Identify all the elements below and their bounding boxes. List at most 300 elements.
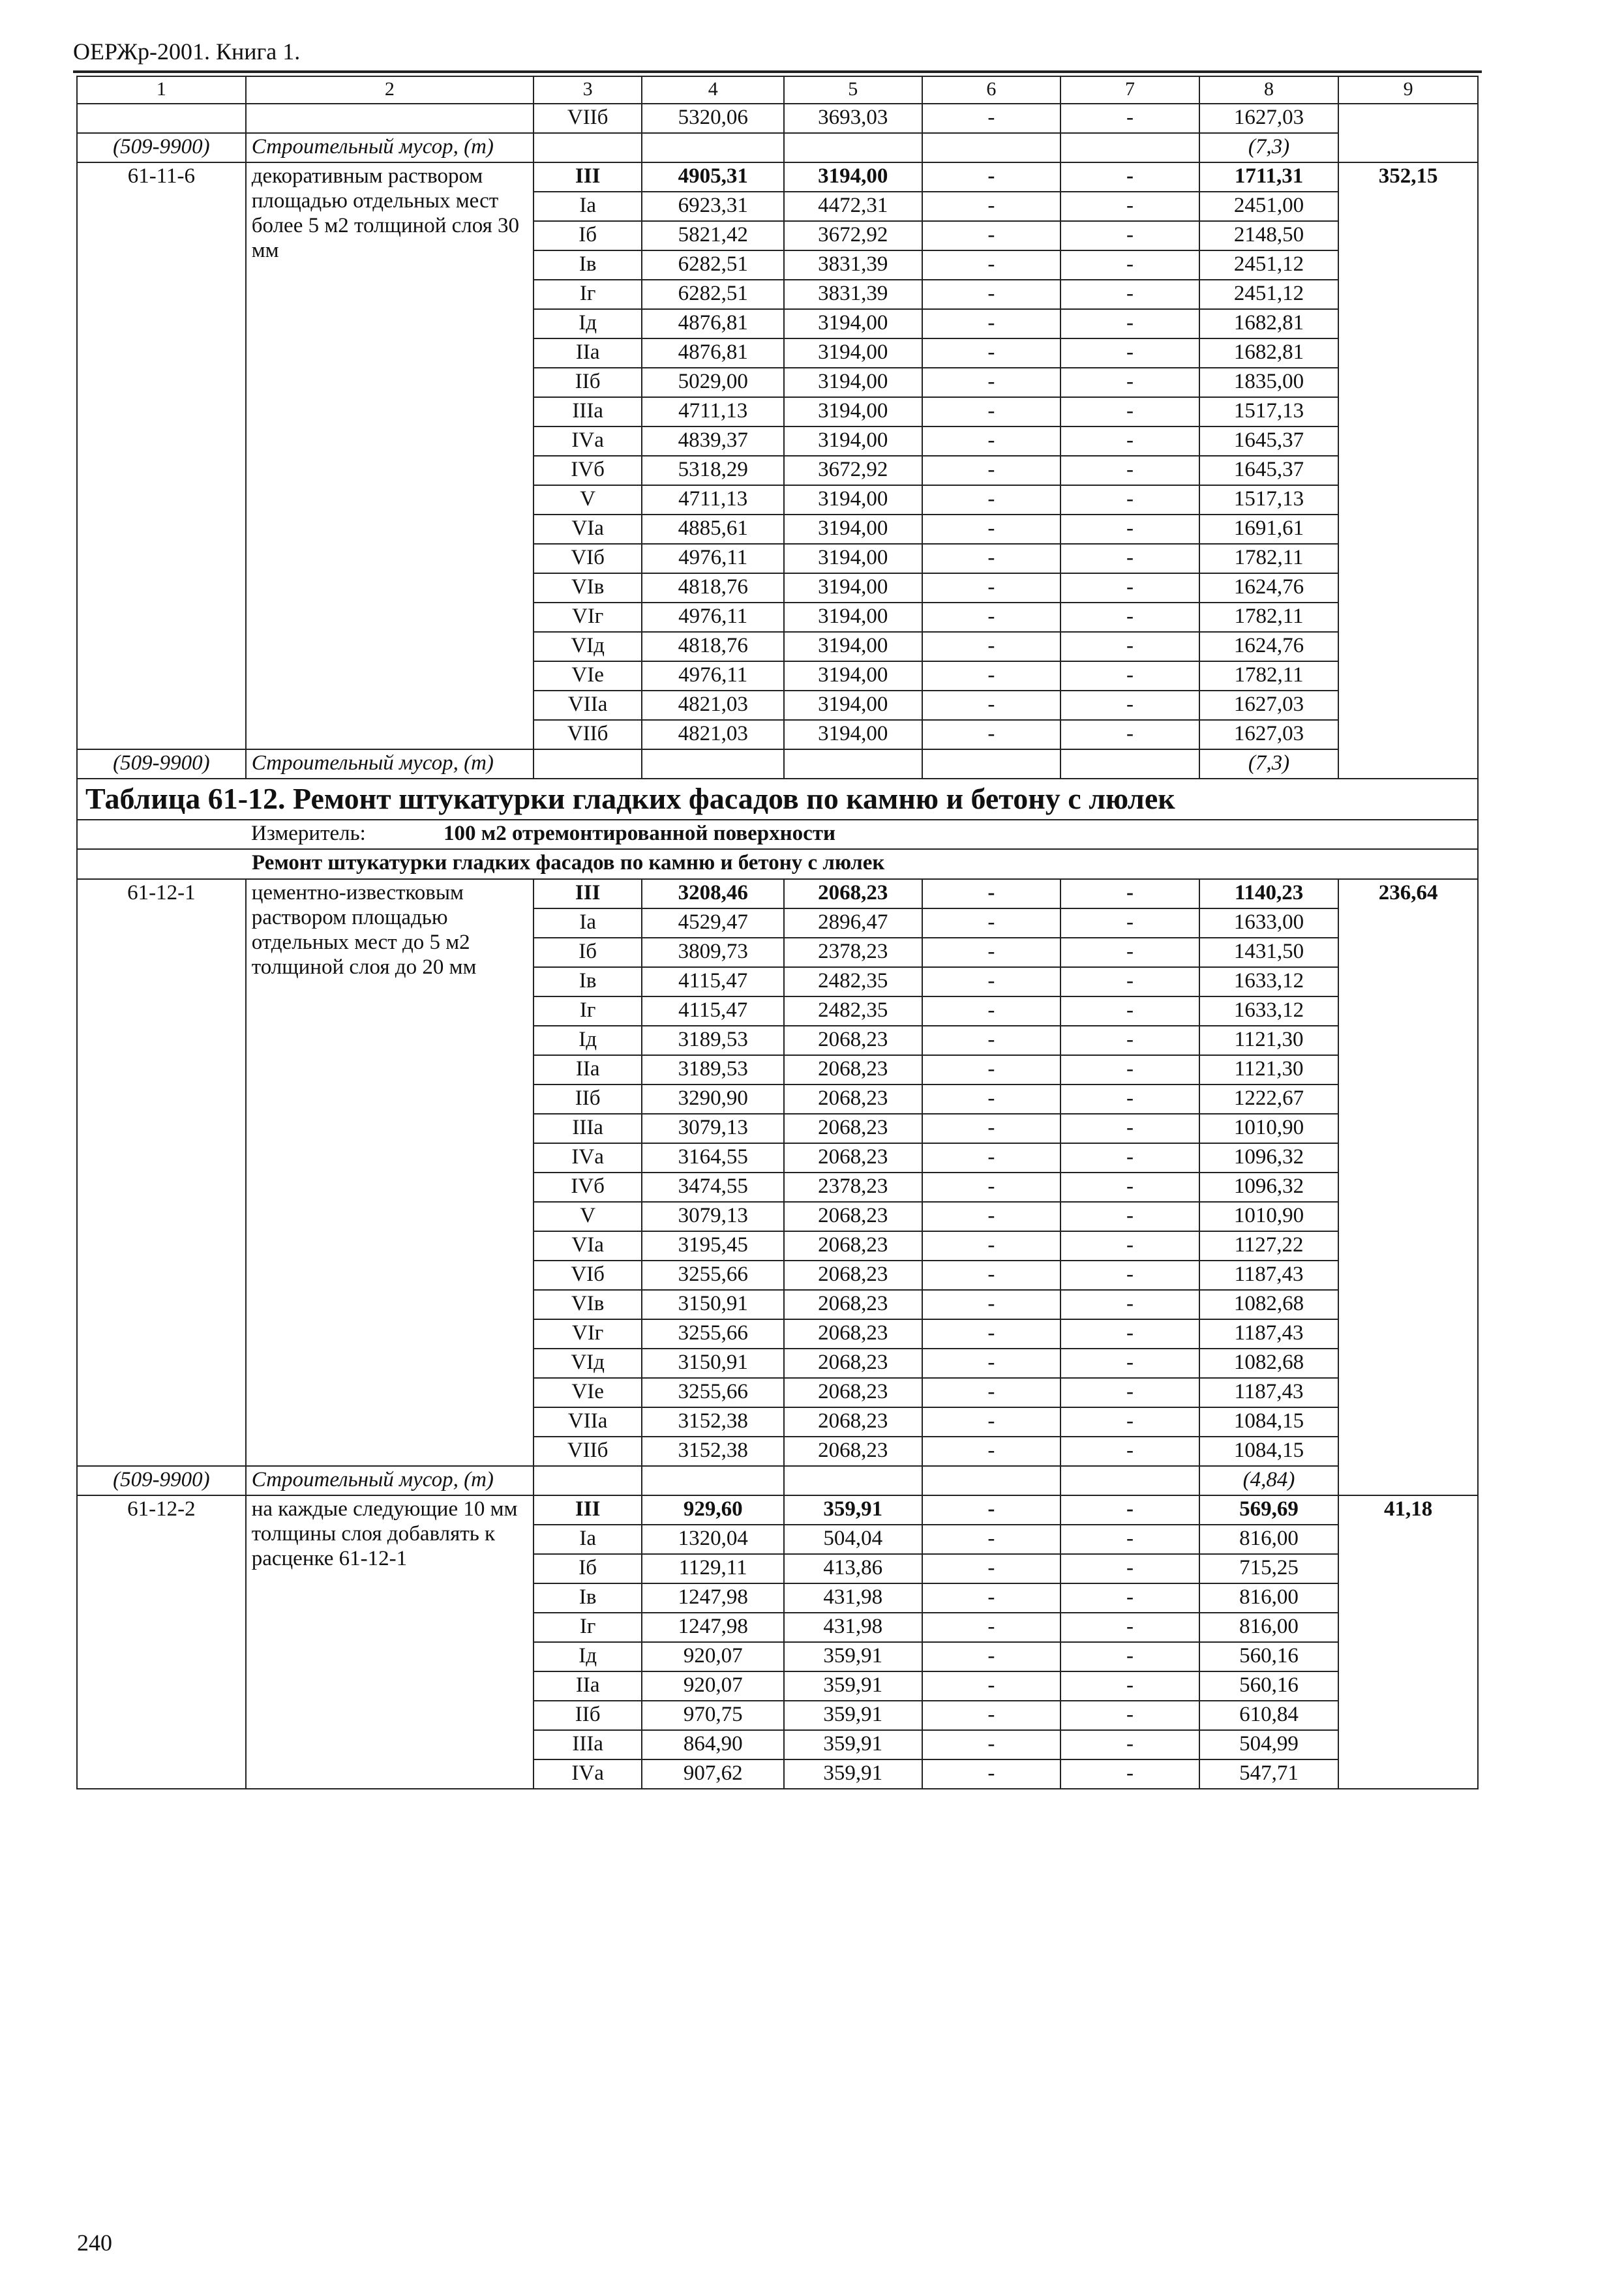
machine-cost-cell: - bbox=[922, 938, 1061, 967]
zone-cell: VIIб bbox=[534, 104, 642, 133]
material-cost-cell: 1682,81 bbox=[1199, 309, 1339, 338]
material-cost-cell: 610,84 bbox=[1199, 1701, 1339, 1730]
total-cost-cell: 5320,06 bbox=[642, 104, 784, 133]
total-cost-cell: 3079,13 bbox=[642, 1114, 784, 1143]
zone-cell: Iб bbox=[534, 1554, 642, 1583]
zone-cell: IIа bbox=[534, 1055, 642, 1085]
total-cost-cell: 929,60 bbox=[642, 1495, 784, 1525]
material-cost-cell: 1627,03 bbox=[1199, 104, 1339, 133]
total-cost-cell: 3809,73 bbox=[642, 938, 784, 967]
rate-description: цементно-известковым раствором площадью отдельных мест до 5 м2 толщиной слоя до 20 мм bbox=[246, 879, 534, 1466]
machine-cost-cell: - bbox=[922, 221, 1061, 250]
driver-wage-cell: - bbox=[1060, 632, 1199, 661]
material-cost-cell: 1517,13 bbox=[1199, 397, 1339, 426]
wage-cell: 2068,23 bbox=[784, 1407, 922, 1437]
driver-wage-cell: - bbox=[1060, 338, 1199, 368]
material-cost-cell: 1633,00 bbox=[1199, 908, 1339, 938]
zone-cell: VIб bbox=[534, 544, 642, 573]
zone-cell: Iа bbox=[534, 192, 642, 221]
total-cost-cell: 4821,03 bbox=[642, 691, 784, 720]
wage-cell: 2068,23 bbox=[784, 1202, 922, 1231]
table-row bbox=[77, 1495, 1478, 1525]
wage-cell: 2068,23 bbox=[784, 1085, 922, 1114]
zone-cell: Iд bbox=[534, 309, 642, 338]
machine-cost-cell: - bbox=[922, 1173, 1061, 1202]
column-number: 2 bbox=[246, 76, 534, 104]
subheading-row bbox=[77, 849, 1478, 879]
wage-cell: 2068,23 bbox=[784, 1261, 922, 1290]
driver-wage-cell: - bbox=[1060, 1583, 1199, 1613]
zone-cell: IVа bbox=[534, 1143, 642, 1173]
wage-cell: 3194,00 bbox=[784, 720, 922, 749]
total-cost-cell: 864,90 bbox=[642, 1730, 784, 1759]
total-cost-cell: 5318,29 bbox=[642, 456, 784, 485]
wage-cell: 3831,39 bbox=[784, 280, 922, 309]
material-cost-cell: 1431,50 bbox=[1199, 938, 1339, 967]
wage-cell: 4472,31 bbox=[784, 192, 922, 221]
machine-cost-cell: - bbox=[922, 1085, 1061, 1114]
debris-value: (7,3) bbox=[1199, 133, 1339, 162]
wage-cell: 2068,23 bbox=[784, 1143, 922, 1173]
driver-wage-cell: - bbox=[1060, 1143, 1199, 1173]
wage-cell: 359,91 bbox=[784, 1671, 922, 1701]
total-cost-cell: 6282,51 bbox=[642, 280, 784, 309]
empty-cell bbox=[922, 749, 1061, 779]
driver-wage-cell: - bbox=[1060, 1202, 1199, 1231]
measure-line bbox=[77, 820, 1478, 849]
driver-wage-cell: - bbox=[1060, 1730, 1199, 1759]
table-row bbox=[77, 104, 1478, 133]
zone-cell: VIIб bbox=[534, 1437, 642, 1466]
wage-cell: 2068,23 bbox=[784, 879, 922, 908]
driver-wage-cell: - bbox=[1060, 309, 1199, 338]
material-cost-cell: 1633,12 bbox=[1199, 967, 1339, 996]
zone-cell: Iа bbox=[534, 908, 642, 938]
total-cost-cell: 1129,11 bbox=[642, 1554, 784, 1583]
material-cost-cell: 1096,32 bbox=[1199, 1173, 1339, 1202]
wage-cell: 431,98 bbox=[784, 1583, 922, 1613]
total-cost-cell: 4821,03 bbox=[642, 720, 784, 749]
zone-cell: VIв bbox=[534, 1290, 642, 1319]
zone-cell: Iд bbox=[534, 1026, 642, 1055]
wage-cell: 2482,35 bbox=[784, 996, 922, 1026]
machine-cost-cell: - bbox=[922, 1730, 1061, 1759]
driver-wage-cell: - bbox=[1060, 967, 1199, 996]
machine-cost-cell: - bbox=[922, 1701, 1061, 1730]
zone-cell: IIIа bbox=[534, 1730, 642, 1759]
total-cost-cell: 4115,47 bbox=[642, 996, 784, 1026]
material-cost-cell: 1645,37 bbox=[1199, 426, 1339, 456]
wage-cell: 2378,23 bbox=[784, 1173, 922, 1202]
zone-cell: Iг bbox=[534, 1613, 642, 1642]
driver-wage-cell: - bbox=[1060, 1026, 1199, 1055]
driver-wage-cell: - bbox=[1060, 104, 1199, 133]
total-cost-cell: 4115,47 bbox=[642, 967, 784, 996]
machine-cost-cell: - bbox=[922, 338, 1061, 368]
machine-cost-cell: - bbox=[922, 192, 1061, 221]
empty-cell bbox=[1060, 749, 1199, 779]
machine-cost-cell: - bbox=[922, 162, 1061, 192]
material-cost-cell: 715,25 bbox=[1199, 1554, 1339, 1583]
zone-cell: Iа bbox=[534, 1525, 642, 1554]
labor-cost-cell: 41,18 bbox=[1338, 1495, 1478, 1789]
total-cost-cell: 3164,55 bbox=[642, 1143, 784, 1173]
zone-cell: IIIа bbox=[534, 1114, 642, 1143]
material-cost-cell: 1082,68 bbox=[1199, 1349, 1339, 1378]
driver-wage-cell: - bbox=[1060, 1437, 1199, 1466]
total-cost-cell: 3150,91 bbox=[642, 1349, 784, 1378]
machine-cost-cell: - bbox=[922, 1495, 1061, 1525]
material-cost-cell: 560,16 bbox=[1199, 1671, 1339, 1701]
wage-cell: 3194,00 bbox=[784, 309, 922, 338]
total-cost-cell: 3255,66 bbox=[642, 1378, 784, 1407]
column-number: 1 bbox=[77, 76, 246, 104]
zone-cell: Iв bbox=[534, 250, 642, 280]
debris-text: Строительный мусор, (т) bbox=[246, 1466, 534, 1495]
material-cost-cell: 1187,43 bbox=[1199, 1261, 1339, 1290]
machine-cost-cell: - bbox=[922, 485, 1061, 515]
table-body bbox=[77, 76, 1478, 1789]
total-cost-cell: 4976,11 bbox=[642, 661, 784, 691]
driver-wage-cell: - bbox=[1060, 515, 1199, 544]
zone-cell: VIе bbox=[534, 661, 642, 691]
material-cost-cell: 1624,76 bbox=[1199, 573, 1339, 603]
machine-cost-cell: - bbox=[922, 368, 1061, 397]
rate-code: 61-12-1 bbox=[77, 879, 246, 1466]
debris-code: (509-9900) bbox=[77, 1466, 246, 1495]
zone-cell: V bbox=[534, 485, 642, 515]
empty-cell bbox=[922, 133, 1061, 162]
debris-row bbox=[77, 749, 1478, 779]
material-cost-cell: 1187,43 bbox=[1199, 1319, 1339, 1349]
driver-wage-cell: - bbox=[1060, 544, 1199, 573]
material-cost-cell: 1121,30 bbox=[1199, 1026, 1339, 1055]
wage-cell: 3194,00 bbox=[784, 485, 922, 515]
wage-cell: 2068,23 bbox=[784, 1055, 922, 1085]
wage-cell: 2068,23 bbox=[784, 1026, 922, 1055]
driver-wage-cell: - bbox=[1060, 221, 1199, 250]
zone-cell: Iг bbox=[534, 996, 642, 1026]
measure-label: Измеритель: bbox=[251, 821, 366, 845]
total-cost-cell: 4818,76 bbox=[642, 573, 784, 603]
machine-cost-cell: - bbox=[922, 104, 1061, 133]
table-row bbox=[77, 162, 1478, 192]
total-cost-cell: 3195,45 bbox=[642, 1231, 784, 1261]
zone-cell: IIIа bbox=[534, 397, 642, 426]
total-cost-cell: 907,62 bbox=[642, 1759, 784, 1789]
column-number: 4 bbox=[642, 76, 784, 104]
machine-cost-cell: - bbox=[922, 720, 1061, 749]
total-cost-cell: 6923,31 bbox=[642, 192, 784, 221]
material-cost-cell: 816,00 bbox=[1199, 1583, 1339, 1613]
machine-cost-cell: - bbox=[922, 1319, 1061, 1349]
driver-wage-cell: - bbox=[1060, 485, 1199, 515]
total-cost-cell: 3189,53 bbox=[642, 1055, 784, 1085]
column-number: 3 bbox=[534, 76, 642, 104]
material-cost-cell: 1084,15 bbox=[1199, 1437, 1339, 1466]
zone-cell: VIIа bbox=[534, 1407, 642, 1437]
empty-cell bbox=[642, 749, 784, 779]
wage-cell: 3194,00 bbox=[784, 691, 922, 720]
machine-cost-cell: - bbox=[922, 908, 1061, 938]
machine-cost-cell: - bbox=[922, 1671, 1061, 1701]
rate-description: на каждые следующие 10 мм толщины слоя добавлять к расценке 61-12-1 bbox=[246, 1495, 534, 1789]
column-number: 6 bbox=[922, 76, 1061, 104]
debris-code: (509-9900) bbox=[77, 133, 246, 162]
total-cost-cell: 3152,38 bbox=[642, 1437, 784, 1466]
material-cost-cell: 1187,43 bbox=[1199, 1378, 1339, 1407]
machine-cost-cell: - bbox=[922, 426, 1061, 456]
driver-wage-cell: - bbox=[1060, 938, 1199, 967]
total-cost-cell: 1320,04 bbox=[642, 1525, 784, 1554]
zone-cell: Iв bbox=[534, 967, 642, 996]
zone-cell: IIб bbox=[534, 368, 642, 397]
machine-cost-cell: - bbox=[922, 1554, 1061, 1583]
driver-wage-cell: - bbox=[1060, 1231, 1199, 1261]
driver-wage-cell: - bbox=[1060, 456, 1199, 485]
driver-wage-cell: - bbox=[1060, 573, 1199, 603]
total-cost-cell: 1247,98 bbox=[642, 1613, 784, 1642]
material-cost-cell: 1633,12 bbox=[1199, 996, 1339, 1026]
wage-cell: 3194,00 bbox=[784, 397, 922, 426]
wage-cell: 2482,35 bbox=[784, 967, 922, 996]
machine-cost-cell: - bbox=[922, 1349, 1061, 1378]
wage-cell: 359,91 bbox=[784, 1730, 922, 1759]
debris-text: Строительный мусор, (т) bbox=[246, 133, 534, 162]
driver-wage-cell: - bbox=[1060, 720, 1199, 749]
wage-cell: 2068,23 bbox=[784, 1290, 922, 1319]
wage-cell: 3672,92 bbox=[784, 221, 922, 250]
machine-cost-cell: - bbox=[922, 544, 1061, 573]
column-number: 8 bbox=[1199, 76, 1339, 104]
zone-cell: VIв bbox=[534, 573, 642, 603]
material-cost-cell: 2148,50 bbox=[1199, 221, 1339, 250]
debris-value: (4,84) bbox=[1199, 1466, 1339, 1495]
machine-cost-cell: - bbox=[922, 1143, 1061, 1173]
material-cost-cell: 1140,23 bbox=[1199, 879, 1339, 908]
total-cost-cell: 4876,81 bbox=[642, 309, 784, 338]
zone-cell: VIIб bbox=[534, 720, 642, 749]
material-cost-cell: 1096,32 bbox=[1199, 1143, 1339, 1173]
machine-cost-cell: - bbox=[922, 603, 1061, 632]
material-cost-cell: 1782,11 bbox=[1199, 603, 1339, 632]
wage-cell: 3194,00 bbox=[784, 544, 922, 573]
wage-cell: 431,98 bbox=[784, 1613, 922, 1642]
machine-cost-cell: - bbox=[922, 632, 1061, 661]
driver-wage-cell: - bbox=[1060, 192, 1199, 221]
column-number: 5 bbox=[784, 76, 922, 104]
material-cost-cell: 1711,31 bbox=[1199, 162, 1339, 192]
zone-cell: III bbox=[534, 162, 642, 192]
driver-wage-cell: - bbox=[1060, 603, 1199, 632]
material-cost-cell: 1682,81 bbox=[1199, 338, 1339, 368]
total-cost-cell: 4976,11 bbox=[642, 603, 784, 632]
total-cost-cell: 6282,51 bbox=[642, 250, 784, 280]
debris-text: Строительный мусор, (т) bbox=[246, 749, 534, 779]
empty-cell bbox=[642, 1466, 784, 1495]
wage-cell: 3194,00 bbox=[784, 573, 922, 603]
wage-cell: 3194,00 bbox=[784, 515, 922, 544]
machine-cost-cell: - bbox=[922, 661, 1061, 691]
empty-cell bbox=[922, 1466, 1061, 1495]
machine-cost-cell: - bbox=[922, 1290, 1061, 1319]
total-cost-cell: 920,07 bbox=[642, 1671, 784, 1701]
table-subheading: Ремонт штукатурки гладких фасадов по камню и бетону с люлек bbox=[77, 849, 1478, 879]
driver-wage-cell: - bbox=[1060, 1554, 1199, 1583]
driver-wage-cell: - bbox=[1060, 1613, 1199, 1642]
driver-wage-cell: - bbox=[1060, 1349, 1199, 1378]
zone-cell: Iб bbox=[534, 938, 642, 967]
zone-cell: VIIа bbox=[534, 691, 642, 720]
total-cost-cell: 920,07 bbox=[642, 1642, 784, 1671]
material-cost-cell: 1222,67 bbox=[1199, 1085, 1339, 1114]
total-cost-cell: 3290,90 bbox=[642, 1085, 784, 1114]
material-cost-cell: 816,00 bbox=[1199, 1525, 1339, 1554]
total-cost-cell: 3255,66 bbox=[642, 1261, 784, 1290]
machine-cost-cell: - bbox=[922, 280, 1061, 309]
machine-cost-cell: - bbox=[922, 879, 1061, 908]
zone-cell: IVа bbox=[534, 426, 642, 456]
driver-wage-cell: - bbox=[1060, 908, 1199, 938]
total-cost-cell: 1247,98 bbox=[642, 1583, 784, 1613]
wage-cell: 2068,23 bbox=[784, 1378, 922, 1407]
machine-cost-cell: - bbox=[922, 1055, 1061, 1085]
column-number-row bbox=[77, 76, 1478, 104]
debris-row bbox=[77, 133, 1478, 162]
total-cost-cell: 4711,13 bbox=[642, 397, 784, 426]
rate-description bbox=[246, 104, 534, 133]
material-cost-cell: 1835,00 bbox=[1199, 368, 1339, 397]
total-cost-cell: 3255,66 bbox=[642, 1319, 784, 1349]
machine-cost-cell: - bbox=[922, 515, 1061, 544]
total-cost-cell: 4818,76 bbox=[642, 632, 784, 661]
table-caption: Таблица 61-12. Ремонт штукатурки гладких фасадов по камню и бетону с люлек bbox=[77, 779, 1478, 820]
driver-wage-cell: - bbox=[1060, 879, 1199, 908]
machine-cost-cell: - bbox=[922, 996, 1061, 1026]
total-cost-cell: 4711,13 bbox=[642, 485, 784, 515]
wage-cell: 3194,00 bbox=[784, 368, 922, 397]
total-cost-cell: 3189,53 bbox=[642, 1026, 784, 1055]
driver-wage-cell: - bbox=[1060, 1525, 1199, 1554]
wage-cell: 359,91 bbox=[784, 1759, 922, 1789]
zone-cell: IIб bbox=[534, 1701, 642, 1730]
machine-cost-cell: - bbox=[922, 1261, 1061, 1290]
total-cost-cell: 4529,47 bbox=[642, 908, 784, 938]
material-cost-cell: 1627,03 bbox=[1199, 720, 1339, 749]
driver-wage-cell: - bbox=[1060, 1319, 1199, 1349]
material-cost-cell: 2451,00 bbox=[1199, 192, 1339, 221]
material-cost-cell: 1691,61 bbox=[1199, 515, 1339, 544]
zone-cell: VIе bbox=[534, 1378, 642, 1407]
driver-wage-cell: - bbox=[1060, 1261, 1199, 1290]
driver-wage-cell: - bbox=[1060, 691, 1199, 720]
material-cost-cell: 816,00 bbox=[1199, 1613, 1339, 1642]
column-number: 9 bbox=[1338, 76, 1478, 104]
zone-cell: IIа bbox=[534, 338, 642, 368]
wage-cell: 2068,23 bbox=[784, 1231, 922, 1261]
driver-wage-cell: - bbox=[1060, 1085, 1199, 1114]
total-cost-cell: 3152,38 bbox=[642, 1407, 784, 1437]
total-cost-cell: 970,75 bbox=[642, 1701, 784, 1730]
zone-cell: IIб bbox=[534, 1085, 642, 1114]
zone-cell: V bbox=[534, 1202, 642, 1231]
empty-cell bbox=[534, 749, 642, 779]
machine-cost-cell: - bbox=[922, 456, 1061, 485]
wage-cell: 359,91 bbox=[784, 1495, 922, 1525]
driver-wage-cell: - bbox=[1060, 1378, 1199, 1407]
material-cost-cell: 560,16 bbox=[1199, 1642, 1339, 1671]
total-cost-cell: 4876,81 bbox=[642, 338, 784, 368]
wage-cell: 3194,00 bbox=[784, 338, 922, 368]
machine-cost-cell: - bbox=[922, 1407, 1061, 1437]
wage-cell: 3672,92 bbox=[784, 456, 922, 485]
material-cost-cell: 1645,37 bbox=[1199, 456, 1339, 485]
machine-cost-cell: - bbox=[922, 1202, 1061, 1231]
total-cost-cell: 4905,31 bbox=[642, 162, 784, 192]
material-cost-cell: 569,69 bbox=[1199, 1495, 1339, 1525]
material-cost-cell: 2451,12 bbox=[1199, 250, 1339, 280]
rate-code: 61-11-6 bbox=[77, 162, 246, 749]
machine-cost-cell: - bbox=[922, 1613, 1061, 1642]
total-cost-cell: 3208,46 bbox=[642, 879, 784, 908]
empty-cell bbox=[1060, 133, 1199, 162]
wage-cell: 359,91 bbox=[784, 1701, 922, 1730]
measure-row bbox=[77, 820, 1478, 849]
empty-cell bbox=[534, 133, 642, 162]
driver-wage-cell: - bbox=[1060, 250, 1199, 280]
machine-cost-cell: - bbox=[922, 1642, 1061, 1671]
material-cost-cell: 1082,68 bbox=[1199, 1290, 1339, 1319]
wage-cell: 2068,23 bbox=[784, 1319, 922, 1349]
labor-cost-cell bbox=[1338, 104, 1478, 162]
wage-cell: 504,04 bbox=[784, 1525, 922, 1554]
material-cost-cell: 1010,90 bbox=[1199, 1202, 1339, 1231]
material-cost-cell: 1782,11 bbox=[1199, 544, 1339, 573]
debris-code: (509-9900) bbox=[77, 749, 246, 779]
wage-cell: 3194,00 bbox=[784, 603, 922, 632]
zone-cell: Iг bbox=[534, 280, 642, 309]
wage-cell: 3194,00 bbox=[784, 632, 922, 661]
zone-cell: VIд bbox=[534, 1349, 642, 1378]
total-cost-cell: 5029,00 bbox=[642, 368, 784, 397]
total-cost-cell: 4885,61 bbox=[642, 515, 784, 544]
zone-cell: IVб bbox=[534, 456, 642, 485]
zone-cell: VIб bbox=[534, 1261, 642, 1290]
driver-wage-cell: - bbox=[1060, 1701, 1199, 1730]
driver-wage-cell: - bbox=[1060, 162, 1199, 192]
zone-cell: IIа bbox=[534, 1671, 642, 1701]
header-rule bbox=[73, 70, 1482, 73]
machine-cost-cell: - bbox=[922, 1026, 1061, 1055]
zone-cell: VIа bbox=[534, 1231, 642, 1261]
driver-wage-cell: - bbox=[1060, 1671, 1199, 1701]
driver-wage-cell: - bbox=[1060, 280, 1199, 309]
material-cost-cell: 1517,13 bbox=[1199, 485, 1339, 515]
zone-cell: IVа bbox=[534, 1759, 642, 1789]
table-caption-row bbox=[77, 779, 1478, 820]
driver-wage-cell: - bbox=[1060, 397, 1199, 426]
zone-cell: III bbox=[534, 1495, 642, 1525]
machine-cost-cell: - bbox=[922, 573, 1061, 603]
driver-wage-cell: - bbox=[1060, 1642, 1199, 1671]
machine-cost-cell: - bbox=[922, 1114, 1061, 1143]
material-cost-cell: 1627,03 bbox=[1199, 691, 1339, 720]
driver-wage-cell: - bbox=[1060, 996, 1199, 1026]
machine-cost-cell: - bbox=[922, 309, 1061, 338]
material-cost-cell: 1624,76 bbox=[1199, 632, 1339, 661]
machine-cost-cell: - bbox=[922, 397, 1061, 426]
wage-cell: 3693,03 bbox=[784, 104, 922, 133]
